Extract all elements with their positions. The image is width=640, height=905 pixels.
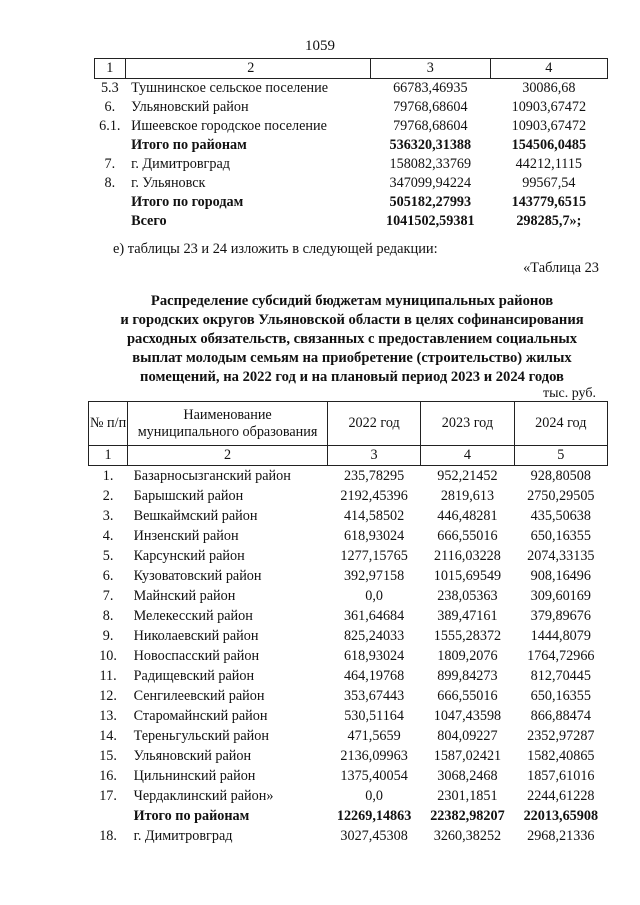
table-reference: «Таблица 23 [523, 260, 599, 276]
table-row [89, 526, 608, 546]
cell-y2023: 2116,03228 [434, 547, 501, 564]
cell-v2: 298285,7»; [516, 213, 582, 229]
cell-y2024: 1764,72966 [527, 647, 595, 664]
cell-num: 5.3 [100, 80, 119, 96]
table-row [95, 174, 608, 193]
col-number-4: 4 [421, 446, 514, 466]
cell-y2024: 22013,65908 [523, 807, 599, 824]
col-number-4: 4 [490, 59, 607, 79]
cell-y2023: 22382,98207 [430, 807, 505, 824]
table-row [89, 506, 608, 526]
cell-num: 8. [104, 175, 116, 191]
cell-name: Чердаклинский район» [133, 787, 274, 804]
cell-y2024: 2074,33135 [527, 547, 595, 564]
cell-v1: 505182,27993 [389, 194, 472, 210]
cell-y2022: 414,58502 [343, 507, 405, 524]
cell-num: 13. [99, 707, 117, 724]
cell-num: 6. [104, 99, 116, 115]
cell-y2024: 379,89676 [530, 607, 591, 624]
cell-y2022: 825,24033 [343, 627, 405, 644]
cell-name: Мелекесский район [133, 607, 253, 624]
col-number-2: 2 [128, 446, 328, 466]
cell-y2022: 235,78295 [343, 467, 405, 484]
table-row [89, 586, 608, 606]
title-line: Распределение субсидий бюджетам муниципальных районов [150, 293, 554, 309]
page-number: 1059 [305, 38, 335, 54]
cell-y2023: 3260,38252 [433, 827, 502, 844]
cell-num: 7. [102, 587, 114, 604]
cell-y2022: 0,0 [365, 587, 383, 604]
cell-v2: 44212,1115 [515, 156, 583, 172]
cell-num: 5. [102, 547, 114, 564]
cell-num: 15. [99, 747, 117, 764]
table-row [95, 193, 608, 212]
cell-name: Радищевский район [133, 667, 255, 684]
cell-y2022: 3027,45308 [340, 827, 408, 844]
table-row [89, 746, 608, 766]
subsidy-table-header [89, 402, 608, 446]
cell-name: Вешкаймский район [133, 507, 258, 524]
cell-y2023: 804,09227 [437, 727, 498, 744]
cell-name: Николаевский район [133, 627, 259, 644]
cell-y2024: 309,60169 [530, 587, 591, 604]
cell-v1: 1041502,59381 [385, 213, 475, 229]
cell-name: Барышский район [133, 487, 244, 504]
table-row [95, 79, 608, 99]
cell-num: 2. [102, 487, 114, 504]
cell-name: Базарносызганский район [133, 467, 291, 484]
cell-name: Итого по районам [131, 137, 247, 153]
table-row [95, 98, 608, 117]
cell-name: Цильнинский район [133, 767, 256, 784]
title-line: и городских округов Ульяновской области в целях софинансирования [120, 312, 584, 328]
cell-y2023: 1587,02421 [433, 747, 502, 764]
amendment-note: е) таблицы 23 и 24 изложить в следующей редакции: [113, 241, 438, 257]
cell-num: 16. [99, 767, 117, 784]
table-row [89, 766, 608, 786]
cell-name: Кузоватовский район [133, 567, 262, 584]
col-number-3: 3 [327, 446, 420, 466]
table-row [89, 666, 608, 686]
cell-v2: 143779,6515 [511, 194, 587, 210]
header-name: Наименование муниципального образования [128, 402, 328, 446]
cell-num: 14. [99, 727, 117, 744]
cell-name: Всего [131, 213, 167, 229]
cell-v1: 79768,68604 [393, 118, 468, 134]
cell-y2023: 952,21452 [437, 467, 498, 484]
header-num: № п/п [89, 402, 128, 446]
cell-y2022: 353,67443 [343, 687, 405, 704]
cell-num: 4. [102, 527, 114, 544]
cell-v2: 99567,54 [522, 175, 576, 191]
cell-v1: 66783,46935 [393, 80, 468, 96]
cell-name: Старомайнский район [133, 707, 268, 724]
table-row [95, 212, 608, 231]
cell-num: 7. [104, 156, 116, 172]
cell-v1: 347099,94224 [389, 175, 472, 191]
cell-v1: 158082,33769 [389, 156, 472, 172]
cell-y2023: 1047,43598 [433, 707, 502, 724]
cell-num [95, 136, 126, 155]
col-number-1: 1 [95, 59, 126, 79]
cell-y2024: 2750,29505 [527, 487, 595, 504]
table-row [89, 646, 608, 666]
cell-y2024: 650,16355 [530, 527, 591, 544]
header-2023: 2023 год [421, 402, 514, 446]
cell-y2022: 1375,40054 [340, 767, 408, 784]
table-row [95, 136, 608, 155]
cell-y2023: 1809,2076 [437, 647, 498, 664]
cell-y2022: 0,0 [365, 787, 383, 804]
cell-y2024: 866,88474 [530, 707, 591, 724]
table-title [92, 292, 612, 387]
cell-y2023: 1015,69549 [433, 567, 502, 584]
cell-v1: 536320,31388 [389, 137, 472, 153]
title-line: помещений, на 2022 год и на плановый период 2023 и 2024 годов [140, 369, 564, 385]
units-label: тыс. руб. [543, 386, 596, 401]
cell-y2024: 908,16496 [530, 567, 591, 584]
table-row [89, 786, 608, 806]
cell-y2024: 2352,97287 [527, 727, 595, 744]
continued-table-header [95, 59, 608, 79]
table-row [89, 546, 608, 566]
table-row [89, 806, 608, 826]
table-row [89, 726, 608, 746]
cell-y2023: 238,05363 [437, 587, 498, 604]
cell-name: Инзенский район [133, 527, 239, 544]
cell-y2024: 650,16355 [530, 687, 591, 704]
table-row [89, 626, 608, 646]
cell-num: 17. [99, 787, 117, 804]
cell-y2023: 666,55016 [437, 527, 498, 544]
cell-v2: 30086,68 [522, 80, 576, 96]
table-row [95, 155, 608, 174]
table-row [89, 466, 608, 487]
header-2022: 2022 год [327, 402, 420, 446]
cell-num [89, 806, 128, 826]
cell-name: г. Ульяновск [131, 175, 206, 191]
cell-y2022: 618,93024 [343, 527, 405, 544]
cell-name: Новоспасский район [133, 647, 260, 664]
cell-y2022: 392,97158 [343, 567, 405, 584]
cell-num: 12. [99, 687, 117, 704]
table-row [89, 826, 608, 846]
table-row [89, 606, 608, 626]
cell-num: 6. [102, 567, 114, 584]
col-number-2: 2 [125, 59, 370, 79]
cell-y2022: 618,93024 [343, 647, 405, 664]
cell-num: 18. [99, 827, 117, 844]
cell-num: 11. [99, 667, 117, 684]
cell-name: Тушнинское сельское поселение [131, 80, 329, 96]
cell-num: 10. [99, 647, 117, 664]
cell-name: Майнский район [133, 587, 236, 604]
cell-y2022: 2192,45396 [340, 487, 408, 504]
col-number-5: 5 [514, 446, 607, 466]
cell-v1: 79768,68604 [393, 99, 468, 115]
table-row [89, 486, 608, 506]
cell-y2023: 899,84273 [437, 667, 498, 684]
header-2024: 2024 год [514, 402, 607, 446]
cell-y2023: 389,47161 [437, 607, 498, 624]
cell-num: 6.1. [99, 118, 121, 134]
cell-y2024: 812,70445 [530, 667, 591, 684]
cell-y2023: 3068,2468 [437, 767, 498, 784]
cell-name: Ульяновский район [131, 99, 249, 115]
continued-table-body [95, 79, 608, 232]
cell-v2: 154506,0485 [511, 137, 587, 153]
cell-y2024: 1582,40865 [527, 747, 595, 764]
cell-name: г. Димитровград [133, 827, 233, 844]
cell-y2022: 471,5659 [347, 727, 401, 744]
col-number-3: 3 [370, 59, 490, 79]
cell-y2024: 1857,61016 [527, 767, 595, 784]
cell-name: Итого по городам [131, 194, 244, 210]
cell-name: Ульяновский район [133, 747, 252, 764]
cell-y2023: 1555,28372 [433, 627, 502, 644]
cell-v2: 10903,67472 [511, 118, 587, 134]
cell-num [95, 193, 126, 212]
cell-num: 9. [102, 627, 114, 644]
cell-y2023: 446,48281 [437, 507, 498, 524]
cell-y2024: 2968,21336 [527, 827, 595, 844]
continued-table [94, 58, 608, 231]
cell-y2024: 435,50638 [530, 507, 591, 524]
title-line: расходных обязательств, связанных с предоставлением социальных [126, 331, 578, 347]
cell-num [95, 212, 126, 231]
cell-y2023: 2819,613 [440, 487, 495, 504]
column-numbers-row [89, 446, 608, 466]
subsidy-table-body [89, 466, 608, 847]
cell-v2: 10903,67472 [511, 99, 587, 115]
title-line: выплат молодым семьям на приобретение (строительство) жилых [132, 350, 572, 366]
cell-name: г. Димитровград [131, 156, 230, 172]
cell-num: 1. [102, 467, 114, 484]
cell-name: Тереньгульский район [133, 727, 269, 744]
cell-y2024: 1444,8079 [530, 627, 591, 644]
cell-name: Итого по районам [133, 807, 250, 824]
cell-num: 8. [102, 607, 114, 624]
cell-name: Ишеевское городское поселение [131, 118, 327, 134]
cell-y2023: 666,55016 [437, 687, 498, 704]
cell-y2022: 12269,14863 [336, 807, 412, 824]
table-row [95, 117, 608, 136]
cell-y2022: 530,51164 [344, 707, 404, 724]
cell-y2024: 2244,61228 [527, 787, 595, 804]
cell-y2022: 2136,09963 [340, 747, 408, 764]
table-row [89, 706, 608, 726]
cell-name: Карсунский район [133, 547, 245, 564]
table-row [89, 566, 608, 586]
col-number-1: 1 [89, 446, 128, 466]
cell-name: Сенгилеевский район [133, 687, 265, 704]
cell-y2023: 2301,1851 [437, 787, 498, 804]
subsidy-table [88, 401, 608, 846]
cell-y2022: 361,64684 [343, 607, 405, 624]
cell-y2022: 464,19768 [343, 667, 405, 684]
cell-y2024: 928,80508 [530, 467, 591, 484]
cell-y2022: 1277,15765 [340, 547, 408, 564]
cell-num: 3. [102, 507, 114, 524]
table-row [89, 686, 608, 706]
